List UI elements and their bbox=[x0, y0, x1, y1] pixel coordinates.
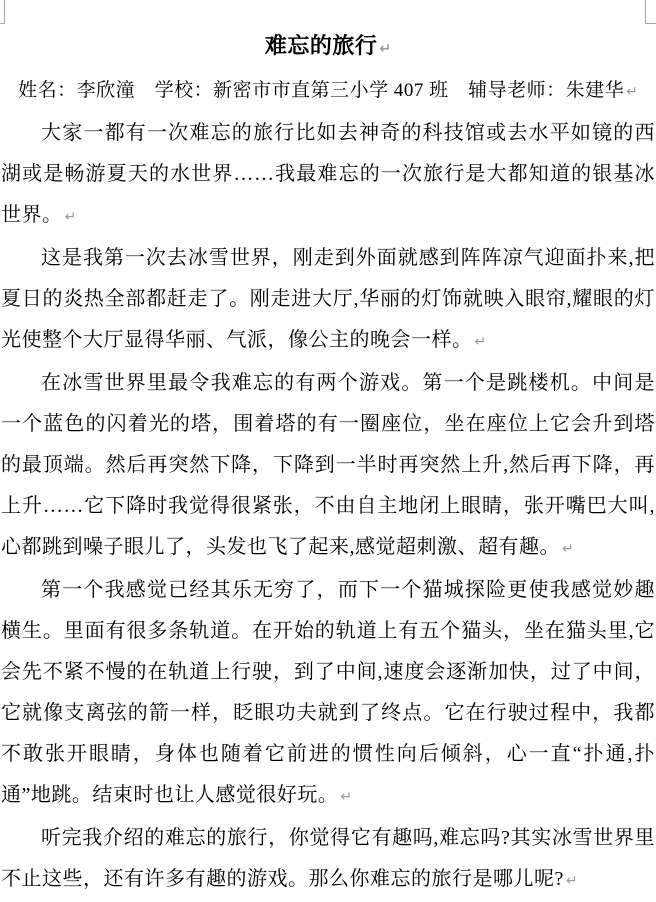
essay-paragraph bbox=[1, 363, 655, 570]
essay-paragraph-text: 在冰雪世界里最令我难忘的有两个游戏。第一个是跳楼机。中间是一个蓝色的闪着光的塔，围着塔的有一圈座位，坐在座位上它会升到塔的最顶端。然后再突然下降，下降到一半时再突然上升,然后再下降，再上升……它下降时我觉得很紧张，不由自主地闭上眼睛，张开嘴巴大叫,心都跳到噪子眼儿了，头发也飞了起来,感觉超刺激、超有趣。 bbox=[1, 372, 655, 558]
paragraph-mark-icon: ↵ bbox=[562, 541, 574, 557]
essay-byline bbox=[1, 70, 655, 113]
essay-paragraph bbox=[1, 570, 655, 818]
essay-title bbox=[1, 25, 655, 70]
essay-byline-text: 姓名：李欣潼 学校：新密市市直第三小学 407 班 辅导老师：朱建华 bbox=[18, 80, 625, 101]
paragraph-mark-icon: ↵ bbox=[626, 84, 638, 100]
margin-crop-mark-top-right bbox=[645, 0, 656, 24]
essay-paragraph-text: 听完我介绍的难忘的旅行，你觉得它有趣吗,难忘吗?其实冰雪世界里不止这些，还有许多有趣的游戏。那么你难忘的旅行是哪儿呢? bbox=[1, 827, 655, 890]
paragraph-mark-icon: ↵ bbox=[340, 789, 353, 805]
paragraph-mark-icon: ↵ bbox=[474, 334, 487, 350]
essay-paragraph bbox=[1, 818, 655, 902]
paragraph-mark-icon: ↵ bbox=[565, 873, 578, 889]
essay-title-text: 难忘的旅行 bbox=[264, 33, 378, 58]
margin-crop-mark-top-left bbox=[0, 0, 5, 24]
essay-paragraph bbox=[1, 113, 655, 238]
paragraph-mark-icon: ↵ bbox=[64, 209, 77, 225]
essay-paragraph-text: 这是我第一次去冰雪世界，刚走到外面就感到阵阵凉气迎面扑来,把夏日的炎热全部都赶走了。刚走进大厅,华丽的灯饰就映入眼帘,耀眼的灯光使整个大厅显得华丽、气派，像公主的晚会一样。 bbox=[1, 247, 655, 351]
paragraph-mark-icon: ↵ bbox=[379, 41, 392, 57]
essay-paragraph-text: 大家一都有一次难忘的旅行比如去神奇的科技馆或去水平如镜的西湖或是畅游夏天的水世界……我最难忘的一次旅行是大都知道的银基冰世界。 bbox=[1, 122, 655, 226]
essay-paragraph-text: 第一个我感觉已经其乐无穷了，而下一个猫城探险更使我感觉妙趣横生。里面有很多条轨道。在开始的轨道上有五个猫头，坐在猫头里,它会先不紧不慢的在轨道上行驶，到了中间,速度会逐渐加快，过了中间，它就像支离弦的箭一样，眨眼功夫就到了终点。它在行驶过程中，我都不敢张开眼睛，身体也随着它前进的惯性向后倾斜，心一直“扑通,扑通”地跳。结束时也让人感觉很好玩。 bbox=[1, 579, 655, 806]
essay-paragraph bbox=[1, 238, 655, 363]
